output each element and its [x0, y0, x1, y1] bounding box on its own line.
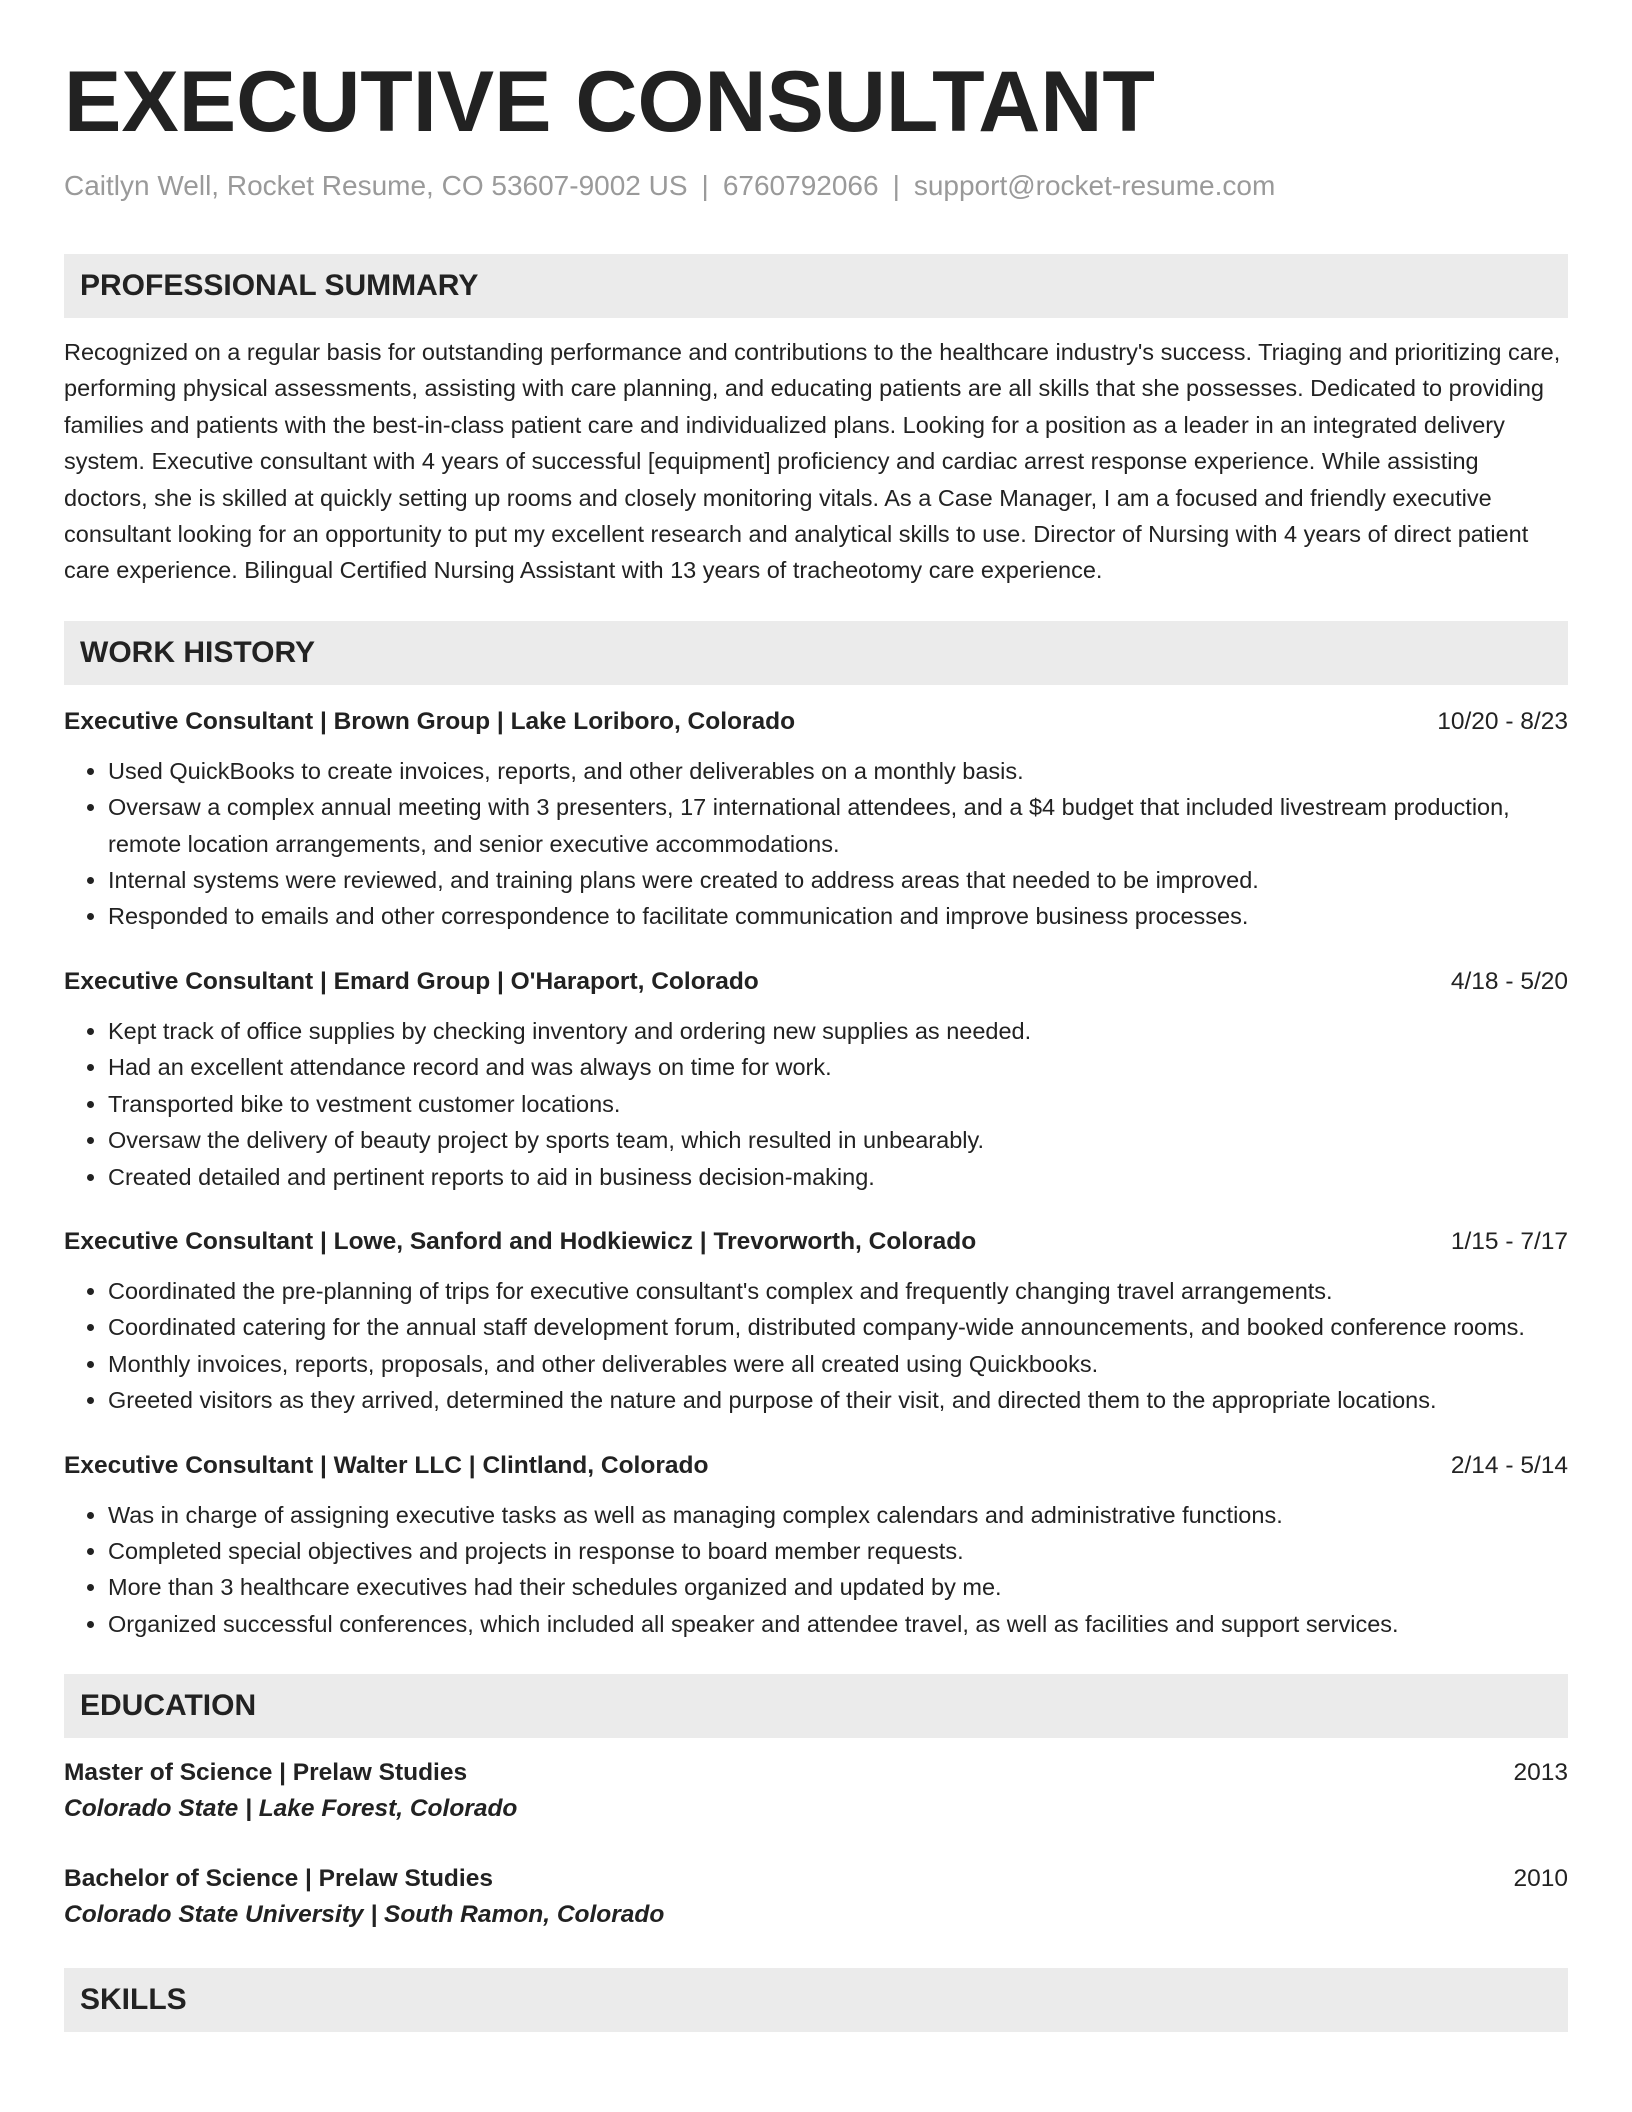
contact-separator: |: [701, 170, 709, 201]
job-title: Executive Consultant | Lowe, Sanford and Hodkiewicz | Trevorworth, Colorado: [64, 1227, 977, 1255]
contact-phone: 6760792066: [722, 170, 879, 201]
job-bullet: • Monthly invoices, reports, proposals, and other deliverables were all created using Quickbooks.: [108, 1346, 1568, 1382]
job-header: [64, 1225, 1568, 1259]
job-bullets: [64, 1497, 1568, 1643]
education-entry: [64, 1862, 1568, 1934]
education-header: [64, 1756, 1568, 1790]
job-bullet: • Had an excellent attendance record and was always on time for work.: [108, 1049, 1568, 1085]
job-bullet: • Transported bike to vestment customer locations.: [108, 1086, 1568, 1122]
education-degree: Master of Science | Prelaw Studies: [64, 1759, 468, 1787]
section-heading-summary: PROFESSIONAL SUMMARY: [64, 254, 1568, 318]
education-degree: Bachelor of Science | Prelaw Studies: [64, 1865, 493, 1893]
education-entry: [64, 1756, 1568, 1828]
job-entry: [64, 1225, 1568, 1419]
section-heading-work-history: WORK HISTORY: [64, 621, 1568, 685]
job-header: [64, 1449, 1568, 1483]
education-year: 2013: [1513, 1759, 1568, 1787]
contact-address: Caitlyn Well, Rocket Resume, CO 53607-9002 US: [64, 170, 688, 201]
section-heading-skills: SKILLS: [64, 1968, 1568, 2032]
job-bullet: • Kept track of office supplies by checking inventory and ordering new supplies as needed.: [108, 1013, 1568, 1049]
job-title: Executive Consultant | Brown Group | Lake Loriboro, Colorado: [64, 707, 796, 735]
education-school: Colorado State | Lake Forest, Colorado: [64, 1795, 518, 1823]
job-bullet: • Completed special objectives and projects in response to board member requests.: [108, 1533, 1568, 1569]
job-bullets: [64, 1013, 1568, 1195]
summary-paragraph: Recognized on a regular basis for outstanding performance and contributions to the healthcare industry's success. Triaging and prioritizing care, performing physical assessments, assisting with care planning, and educating patients are all skills that she possesses. Dedicated to providing families and patients with the best-in-class patient care and individualized plans. Looking for a position as a leader in an integrated delivery system. Executive consultant with 4 years of successful [equipment] proficiency and cardiac arrest response experience. While assisting doctors, she is skilled at quickly setting up rooms and closely monitoring vitals. As a Case Manager, I am a focused and friendly executive consultant looking for an opportunity to put my excellent research and analytical skills to use. Director of Nursing with 4 years of direct patient care experience. Bilingual Certified Nursing Assistant with 13 years of tracheotomy care experience.: [64, 339, 1561, 584]
job-bullet: • Responded to emails and other correspondence to facilitate communication and improve business processes.: [108, 898, 1568, 934]
job-bullet: • Greeted visitors as they arrived, determined the nature and purpose of their visit, and directed them to the appropriate locations.: [108, 1382, 1568, 1418]
job-bullet: • More than 3 healthcare executives had their schedules organized and updated by me.: [108, 1569, 1568, 1605]
job-entry: [64, 1449, 1568, 1643]
contact-line: [64, 166, 1568, 206]
job-bullet: • Coordinated the pre-planning of trips for executive consultant's complex and frequently changing travel arrangements.: [108, 1273, 1568, 1309]
job-bullets: [64, 1273, 1568, 1419]
job-header: [64, 705, 1568, 739]
job-bullet: • Oversaw the delivery of beauty project by sports team, which resulted in unbearably.: [108, 1122, 1568, 1158]
job-bullet: • Used QuickBooks to create invoices, reports, and other deliverables on a monthly basis.: [108, 753, 1568, 789]
job-bullets: [64, 753, 1568, 935]
job-header: [64, 965, 1568, 999]
job-title: Executive Consultant | Emard Group | O'Haraport, Colorado: [64, 967, 759, 995]
education-header: [64, 1862, 1568, 1896]
job-title: Executive Consultant | Walter LLC | Clintland, Colorado: [64, 1451, 709, 1479]
job-entry: [64, 705, 1568, 935]
job-bullet: • Organized successful conferences, which included all speaker and attendee travel, as well as facilities and support services.: [108, 1606, 1568, 1642]
job-dates: 4/18 - 5/20: [1450, 967, 1568, 995]
job-dates: 10/20 - 8/23: [1437, 707, 1568, 735]
job-bullet: • Created detailed and pertinent reports to aid in business decision-making.: [108, 1159, 1568, 1195]
job-bullet: • Oversaw a complex annual meeting with 3 presenters, 17 international attendees, and a $4 budget that included livestream production, remote location arrangements, and senior executive accommodations.: [108, 789, 1568, 862]
resume-title: EXECUTIVE CONSULTANT: [64, 54, 1155, 150]
education-school: Colorado State University | South Ramon, Colorado: [64, 1901, 665, 1929]
contact-email: support@rocket-resume.com: [913, 170, 1276, 201]
job-bullet: • Internal systems were reviewed, and training plans were created to address areas that needed to be improved.: [108, 862, 1568, 898]
section-heading-education: EDUCATION: [64, 1674, 1568, 1738]
contact-separator: |: [892, 170, 900, 201]
job-entry: [64, 965, 1568, 1195]
job-dates: 1/15 - 7/17: [1450, 1227, 1568, 1255]
job-bullet: • Was in charge of assigning executive tasks as well as managing complex calendars and administrative functions.: [108, 1497, 1568, 1533]
education-year: 2010: [1513, 1865, 1568, 1893]
job-dates: 2/14 - 5/14: [1450, 1451, 1568, 1479]
job-bullet: • Coordinated catering for the annual staff development forum, distributed company-wide announcements, and booked conference rooms.: [108, 1309, 1568, 1345]
